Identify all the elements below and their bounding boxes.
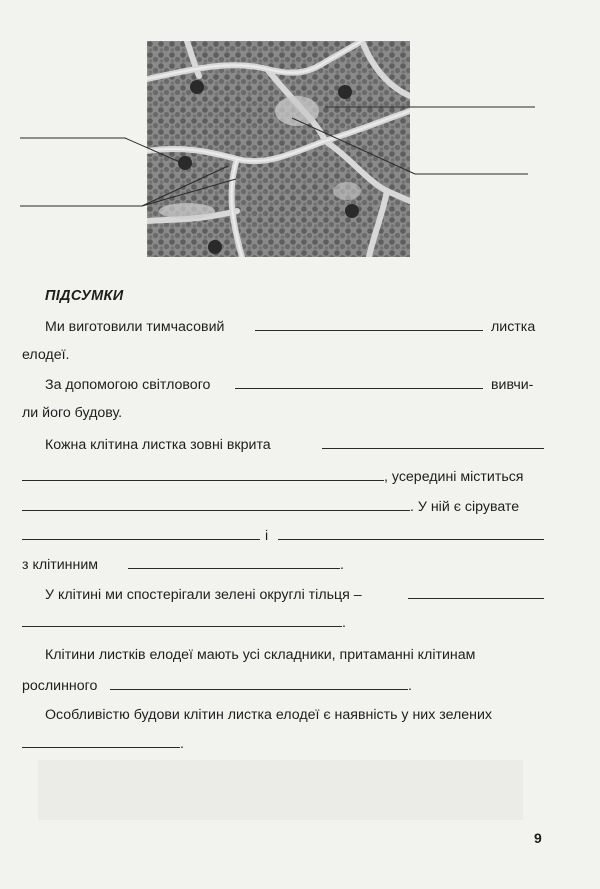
fill-in-blank[interactable] <box>278 539 544 540</box>
page-number: 9 <box>534 830 542 846</box>
elodea-leaf-cells-micrograph <box>147 41 410 257</box>
fill-in-blank[interactable] <box>110 689 408 690</box>
fill-in-blank[interactable] <box>22 539 260 540</box>
summary-text: рослинного <box>22 678 98 694</box>
fill-in-blank[interactable] <box>235 388 483 389</box>
summary-text: з клітинним <box>22 557 99 573</box>
summary-text: У клітині ми спостерігали зелені округлі тільця – <box>45 587 362 603</box>
summary-text: . <box>408 678 412 694</box>
fill-in-blank[interactable] <box>22 747 180 748</box>
summary-text: вивчи- <box>491 377 534 393</box>
summary-text: листка <box>491 319 536 335</box>
summary-text: Кожна клітина листка зовні вкрита <box>45 437 271 453</box>
fill-in-blank[interactable] <box>322 448 544 449</box>
summary-heading: ПІДСУМКИ <box>45 288 124 304</box>
summary-text: і <box>265 528 269 544</box>
summary-text: Особливістю будови клітин листка елодеї є наявність у них зелених <box>45 707 493 723</box>
summary-text: . <box>180 736 184 752</box>
fill-in-blank[interactable] <box>22 626 342 627</box>
summary-text: , усередині міститься <box>384 469 524 485</box>
summary-text: елодеї. <box>22 347 70 363</box>
summary-text: ли його будову. <box>22 405 123 421</box>
summary-text: Клітини листків елодеї мають усі складники, притаманні клітинам <box>45 647 476 663</box>
summary-text: За допомогою світлового <box>45 377 211 393</box>
fill-in-blank[interactable] <box>128 568 340 569</box>
summary-text: . <box>342 615 346 631</box>
fill-in-blank[interactable] <box>22 510 410 511</box>
fill-in-blank[interactable] <box>22 480 384 481</box>
show-through-shadow <box>38 760 523 820</box>
summary-text: . <box>340 557 344 573</box>
summary-text: . У ній є сірувате <box>410 499 520 515</box>
summary-text: Ми виготовили тимчасовий <box>45 319 225 335</box>
fill-in-blank[interactable] <box>255 330 483 331</box>
fill-in-blank[interactable] <box>408 598 544 599</box>
